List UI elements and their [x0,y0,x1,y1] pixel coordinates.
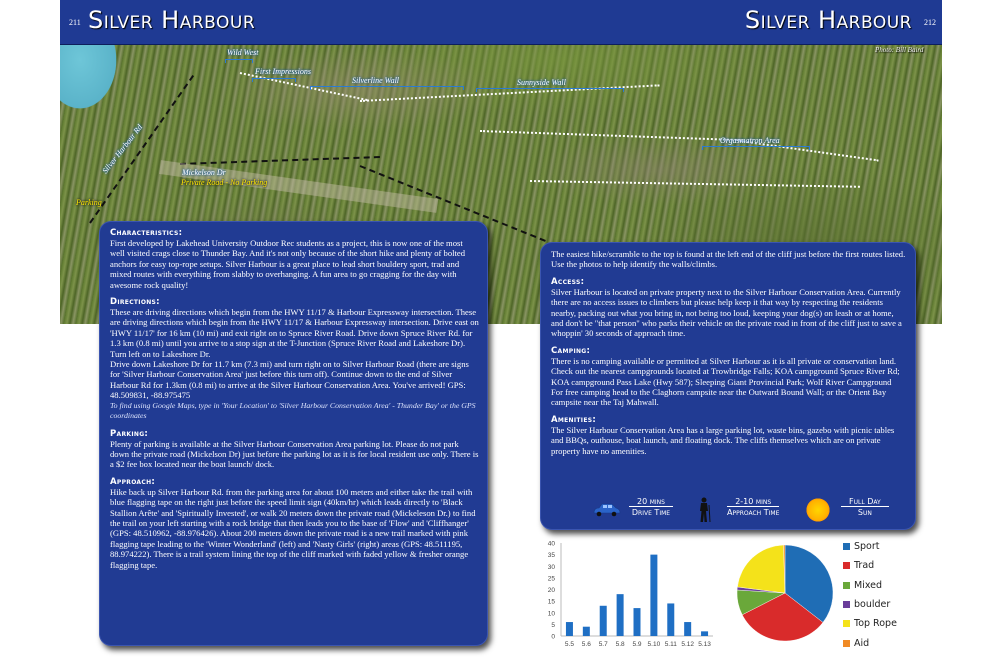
route-type-chart [730,537,930,662]
y-tick-label: 25 [547,575,555,583]
legend-label: Aid [854,637,870,649]
sun-icon [805,497,831,523]
legend-swatch [843,562,850,569]
label-wild-west: Wild West [227,48,259,57]
x-tick-label: 5.7 [598,641,608,648]
y-tick-label: 20 [547,587,555,594]
camping-text-2: For free camping head to the Claghorn campsite near the Outward Bound Wall; or the Orient Bay campsite near the Taj Mahwall. [551,387,887,408]
bar-5.6 [583,627,590,636]
stat-sun [841,497,889,517]
directions-note: To find using Google Maps, type in 'Your Location' to 'Silver Harbour Conservation Area' - Thunder Bay' or the GPS coordinates [110,400,476,421]
x-tick-label: 5.5 [564,641,574,648]
amenities-heading: Amenities: [551,414,597,425]
legend-swatch [843,601,850,608]
y-tick-label: 40 [547,540,555,548]
legend-item [843,614,897,633]
label-sunnyside-wall: Sunnyside Wall [517,78,566,87]
x-tick-label: 5.10 [647,641,661,648]
access-heading: Access: [551,276,585,287]
legend-item [843,595,897,614]
drive-time-label: Drive Time [631,508,671,517]
y-tick-label: 5 [551,621,555,629]
label-mickelson-dr: Mickelson Dr [182,168,226,177]
pie-slice-top-rope [737,545,785,593]
legend-label: Sport [854,541,880,553]
approach-time-value: 2-10 mins [727,497,779,507]
sun-label: Sun [857,508,872,517]
legend-item [843,576,897,595]
info-panel-left [99,221,488,646]
bar-5.12 [684,622,691,636]
amenities-text: The Silver Harbour Conservation Area has a large parking lot, waste bins, gazebo with picnic tables and BBQs, outhouse, boat launch, and floating dock. The cliffs themselves which are on private property have no amenities. [551,424,895,456]
label-orgasmatron-area: Orgasmatron Area [720,136,780,145]
bracket-wild-west [225,59,253,63]
bar-5.13 [701,631,708,636]
road-line [180,156,380,165]
pie-legend [843,537,897,653]
bar-5.9 [634,608,641,636]
legend-swatch [843,640,850,647]
legend-item [843,556,897,575]
x-tick-label: 5.11 [664,641,677,648]
bar-5.10 [650,555,657,636]
label-silver-harbour-rd: Silver Harbour Rd [100,122,145,176]
road-line [89,75,194,224]
approach-text: Hike back up Silver Harbour Rd. from the parking area for about 100 meters and either take the trail with blue flagging tape on the right just before the speed limit sign (40km/hr) which leads directly to 'Black Stallion Arête' and 'Spiritually Invested', or walk 20 meters down the private road (Mickeleson Dr.) to find the trail on your left starting with a rock bridge that then leads you to the base of 'Flow' and 'Cliffhanger' (GPS: 48.510962, -88.976426). About 200 meters down the private road is a new trail marked with pink flagging tape leading to the 'Winter Wonderland' (left) and 'Nasty Girls' (right) areas (GPS: 48.511195, 88.974222). There is a trail system lining the top of the cliff marked with faded yellow & fresher orange flagging tape. [110,486,476,570]
pie-chart-svg [730,541,840,651]
legend-swatch [843,543,850,550]
legend-label: boulder [854,599,891,611]
characteristics-heading: Characteristics: [110,228,183,238]
label-parking: Parking [76,198,102,207]
y-tick-label: 15 [547,598,555,606]
page-title-left: Silver Harbour [88,6,256,34]
grade-distribution-chart [525,530,720,660]
approach-continued-text: The easiest hike/scramble to the top is found at the left end of the cliff just before the first routes listed. Use the photos to help identify the walls/climbs. [551,249,906,270]
legend-label: Trad [854,560,875,572]
stat-approach-time [727,497,779,517]
bar-5.5 [566,622,573,636]
label-first-impressions: First Impressions [255,67,311,76]
car-icon [591,503,621,517]
bar-chart-svg [525,530,720,660]
access-text: Silver Harbour is located on private property next to the Silver Harbour Conservation Area. Currently there are no access issues to climbers but please help keep it that way by respecting the residents nearby, packing out what you bring in, not being too loud, keeping your dog(s) on leash or at home, and don't be "that person" who parks their vehicle on the private road in front of the cliff just to save a whoppin' 30 seconds of approach time. [551,286,902,339]
camping-heading: Camping: [551,345,591,356]
camping-text: There is no camping available or permitted at Silver Harbour as it is all private or conservation land. Check out the nearest campgrounds located at Trowbridge Falls; KOA campground Spruce River Rd; KOA campground Pass Lake (Hwy 587); Sleeping Giant Provincial Park; Wolf River Campground [551,355,900,387]
y-tick-label: 35 [547,552,555,560]
legend-item [843,633,897,652]
x-tick-label: 5.9 [632,641,642,648]
legend-swatch [843,620,850,627]
bar-5.7 [600,606,607,636]
bar-5.11 [667,603,674,636]
directions-text: These are driving directions which begin from the HWY 11/17 & Harbour Expressway intersection. These are driving directions which begin from the HWY 11/17 & Harbour Expressway intersection. Drive east on 'HWY 11/17' for 16 km (10 mi) and exit right on to Spruce River Road. Drive down Spruce River Rd. for 1.3 km (0.8 mi) until you arrive to a stop sign at the T-Junction (Spruce River Road and Lakeshore Dr). Turn left on to Lakeshore Dr. [110,307,479,359]
info-panel-right [540,242,916,530]
y-tick-label: 30 [547,563,555,571]
sun-value: Full Day [841,497,889,507]
drive-time-value: 20 mins [629,497,673,507]
label-silverline-wall: Silverline Wall [352,76,400,85]
stat-drive-time [629,497,673,517]
x-tick-label: 5.12 [681,641,694,648]
label-private-road: Private Road - No Parking [181,178,268,187]
bracket-silverline-wall [310,86,464,90]
directions-heading: Directions: [110,297,160,308]
x-tick-label: 5.13 [698,641,711,648]
trail-line [480,130,740,141]
approach-heading: Approach: [110,476,156,487]
legend-item [843,537,897,556]
x-tick-label: 5.6 [581,641,591,648]
bracket-first-impressions [252,78,296,82]
parking-text: Plenty of parking is available at the Silver Harbour Conservation Area parking lot. Please do not park down the private road (Mickelson Dr) just before the parking lot as it is for local resident use only. There is a $2 fee box located near the boat launch/ dock. [110,438,479,470]
page-title-right: Silver Harbour [744,6,912,34]
bar-5.8 [617,594,624,636]
legend-swatch [843,582,850,589]
approach-time-label: Approach Time [727,508,780,517]
page-number-right: 212 [924,18,936,27]
photo-credit: Photo: Bill Baird [875,46,924,54]
directions-text-2: Drive down Lakeshore Dr for 11.7 km (7.3 mi) and turn right on to Silver Harbour Road (there are signs for 'Silver Harbour Conservation Area' just before this turn off). Continue down to the end of Silver Harbour Rd for 1.3km (0.8 mi) to arrive at the Silver Harbour Conservation Area. You've arrived! GPS: 48.509831, -88.975475 [110,359,469,401]
legend-label: Mixed [854,579,883,591]
parking-heading: Parking: [110,428,149,439]
stats-row [541,497,915,525]
trail-line [530,180,860,188]
bracket-sunnyside-wall [476,88,624,92]
y-tick-label: 10 [547,610,555,618]
y-tick-label: 0 [551,633,555,641]
hiker-icon [697,497,711,523]
x-tick-label: 5.8 [615,641,625,648]
page-number-left: 211 [69,18,81,27]
bracket-orgasmatron-area [702,146,810,150]
characteristics-text: First developed by Lakehead University Outdoor Rec students as a project, this is now one of the most well visited crags close to Thunder Bay. And it's not only because of the short hike and plenty of bolted anchors for easy top-rope setups. Silver Harbour is a great place to lead short bouldery sport, trad and mixed routes with everything from slabby to overhanging. A fun area to go cragging for the day with awesome rock quality! [110,238,466,290]
legend-label: Top Rope [854,618,897,630]
